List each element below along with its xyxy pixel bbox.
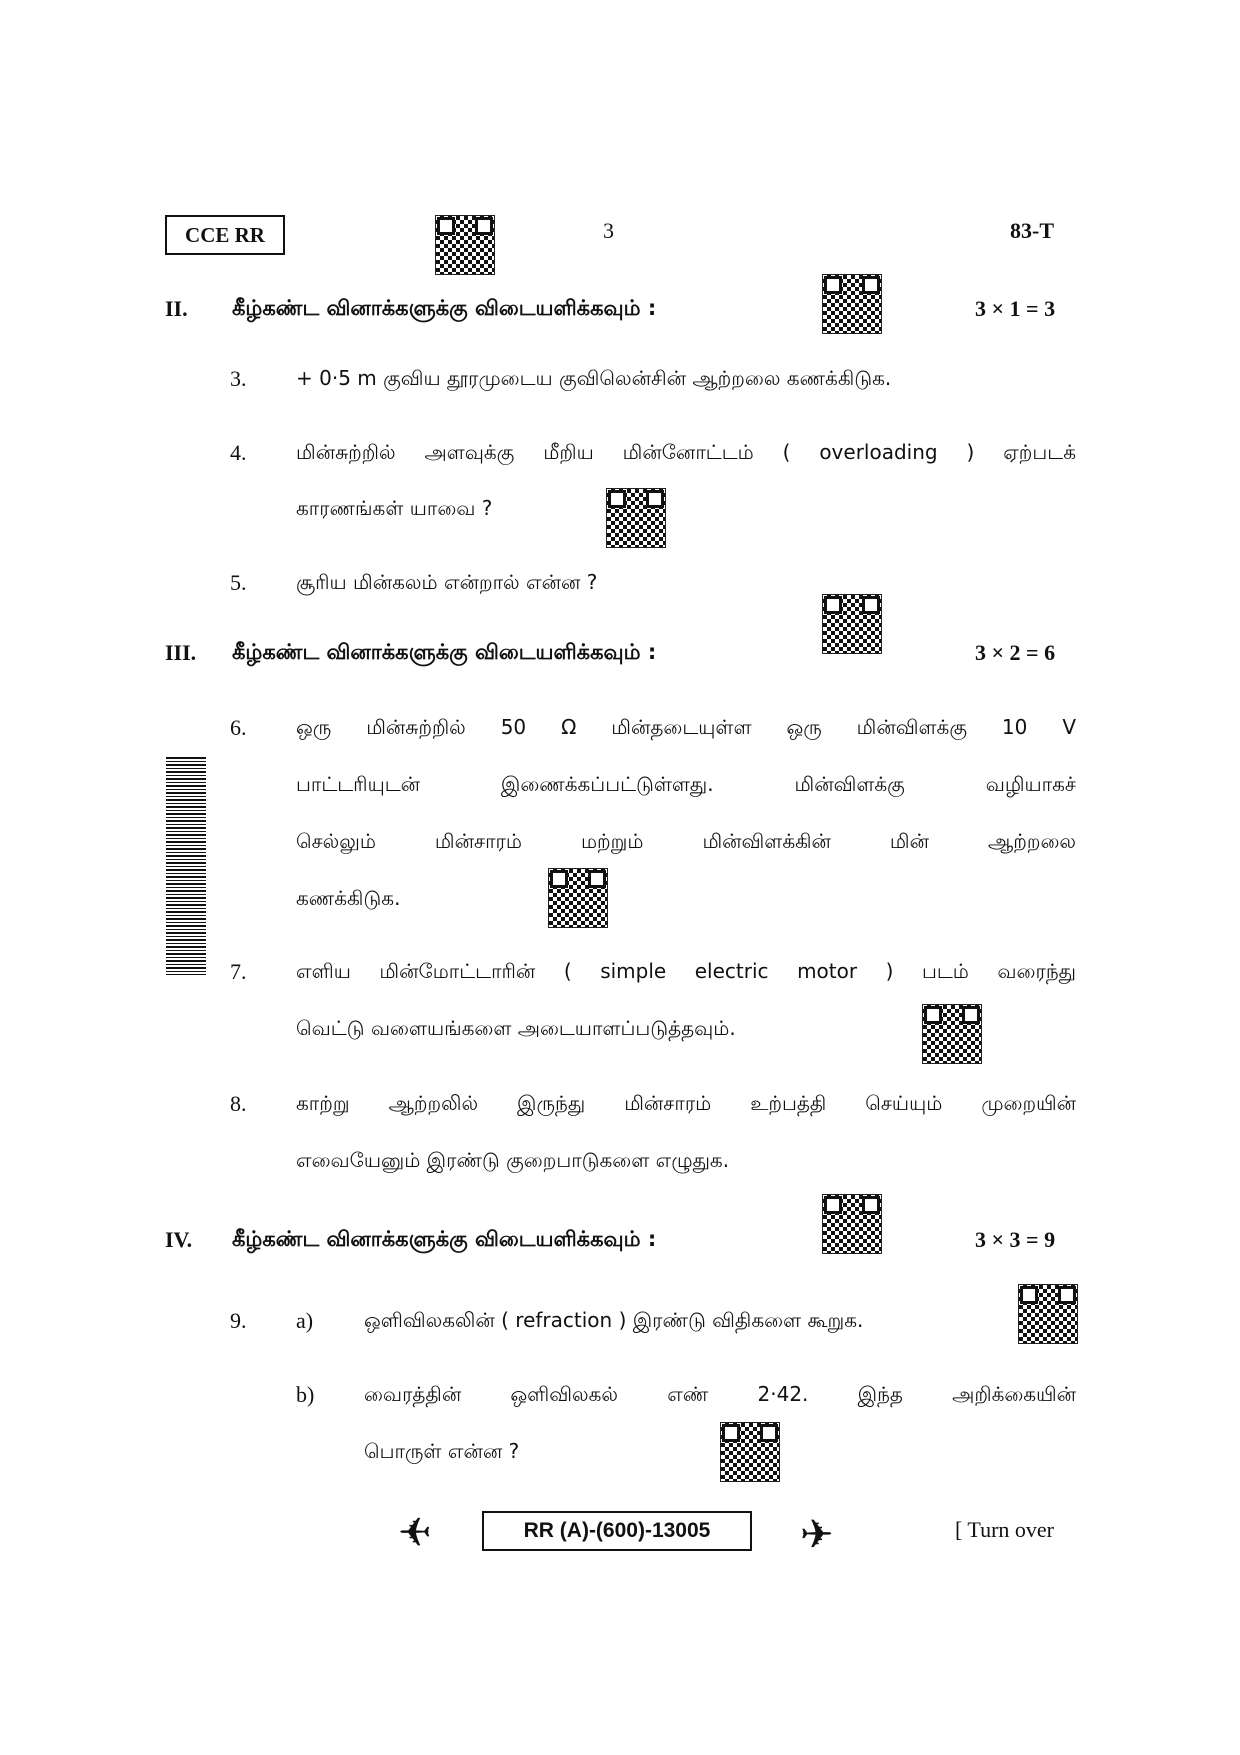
question-text: ஒளிவிலகலின் ( refraction ) இரண்டு விதிகளை கூறுக. (364, 1308, 864, 1332)
section-number: III. (165, 640, 197, 665)
section-title: கீழ்கண்ட வினாக்களுக்கு விடையளிக்கவும் : (232, 296, 657, 320)
qr-code-icon (435, 215, 495, 275)
qr-code-icon (922, 1004, 982, 1064)
question-text: கணக்கிடுக. (296, 886, 401, 910)
question-number: 5. (230, 570, 247, 595)
question-number: 6. (230, 715, 247, 740)
section-number: II. (165, 296, 188, 321)
question-text: பாட்டரியுடன் இணைக்கப்பட்டுள்ளது. மின்விளக்கு வழியாகச் (296, 772, 1076, 796)
qr-code-icon (606, 488, 666, 548)
qr-code-icon (822, 1194, 882, 1254)
section-number: IV. (165, 1227, 193, 1252)
qr-code-icon (548, 868, 608, 928)
section-title: கீழ்கண்ட வினாக்களுக்கு விடையளிக்கவும் : (232, 640, 657, 664)
qr-code-icon (822, 594, 882, 654)
question-text: எவையேனும் இரண்டு குறைபாடுகளை எழுதுக. (296, 1148, 730, 1172)
question-text: செல்லும் மின்சாரம் மற்றும் மின்விளக்கின் மின் ஆற்றலை (296, 829, 1076, 853)
question-number: 3. (230, 366, 247, 391)
question-text: + 0·5 m குவிய தூரமுடைய குவிலென்சின் ஆற்றலை கணக்கிடுக. (296, 366, 892, 390)
question-text: காரணங்கள் யாவை ? (296, 496, 493, 520)
qr-code-icon (822, 274, 882, 334)
barcode (166, 757, 206, 975)
footer-code-box: RR (A)-(600)-13005 (482, 1511, 752, 1551)
turn-over-label: [ Turn over (955, 1517, 1055, 1542)
qr-code-icon (1018, 1284, 1078, 1344)
question-number: 8. (230, 1091, 247, 1116)
question-text: காற்று ஆற்றலில் இருந்து மின்சாரம் உற்பத்தி செய்யும் முறையின் (296, 1091, 1076, 1115)
qr-code-icon (720, 1422, 780, 1482)
section-marks: 3 × 1 = 3 (975, 296, 1056, 321)
question-text: ஒரு மின்சுற்றில் 50 Ω மின்தடையுள்ள ஒரு மின்விளக்கு 10 V (296, 715, 1076, 739)
section-marks: 3 × 2 = 6 (975, 640, 1056, 665)
paper-code: 83-T (1010, 218, 1054, 243)
section-title: கீழ்கண்ட வினாக்களுக்கு விடையளிக்கவும் : (232, 1227, 657, 1251)
subquestion-label: b) (296, 1382, 315, 1407)
subquestion-label: a) (296, 1308, 314, 1333)
exam-code-box: CCE RR (165, 215, 285, 255)
question-number: 9. (230, 1308, 247, 1333)
question-number: 4. (230, 440, 247, 465)
question-text: வெட்டு வளையங்களை அடையாளப்படுத்தவும். (296, 1016, 736, 1040)
page-number: 3 (603, 218, 614, 243)
question-text: சூரிய மின்கலம் என்றால் என்ன ? (296, 570, 598, 594)
question-text: வைரத்தின் ஒளிவிலகல் எண் 2·42. இந்த அறிக்கையின் (364, 1382, 1076, 1406)
question-text: மின்சுற்றில் அளவுக்கு மீறிய மின்னோட்டம் ( overloading ) ஏற்படக் (296, 440, 1076, 464)
section-marks: 3 × 3 = 9 (975, 1227, 1056, 1252)
question-number: 7. (230, 959, 247, 984)
airplane-left-icon: ✈ (398, 1507, 432, 1553)
question-text: பொருள் என்ன ? (364, 1439, 520, 1463)
question-text: எளிய மின்மோட்டாரின் ( simple electric motor ) படம் வரைந்து (296, 959, 1076, 983)
airplane-right-icon: ✈ (800, 1512, 834, 1558)
